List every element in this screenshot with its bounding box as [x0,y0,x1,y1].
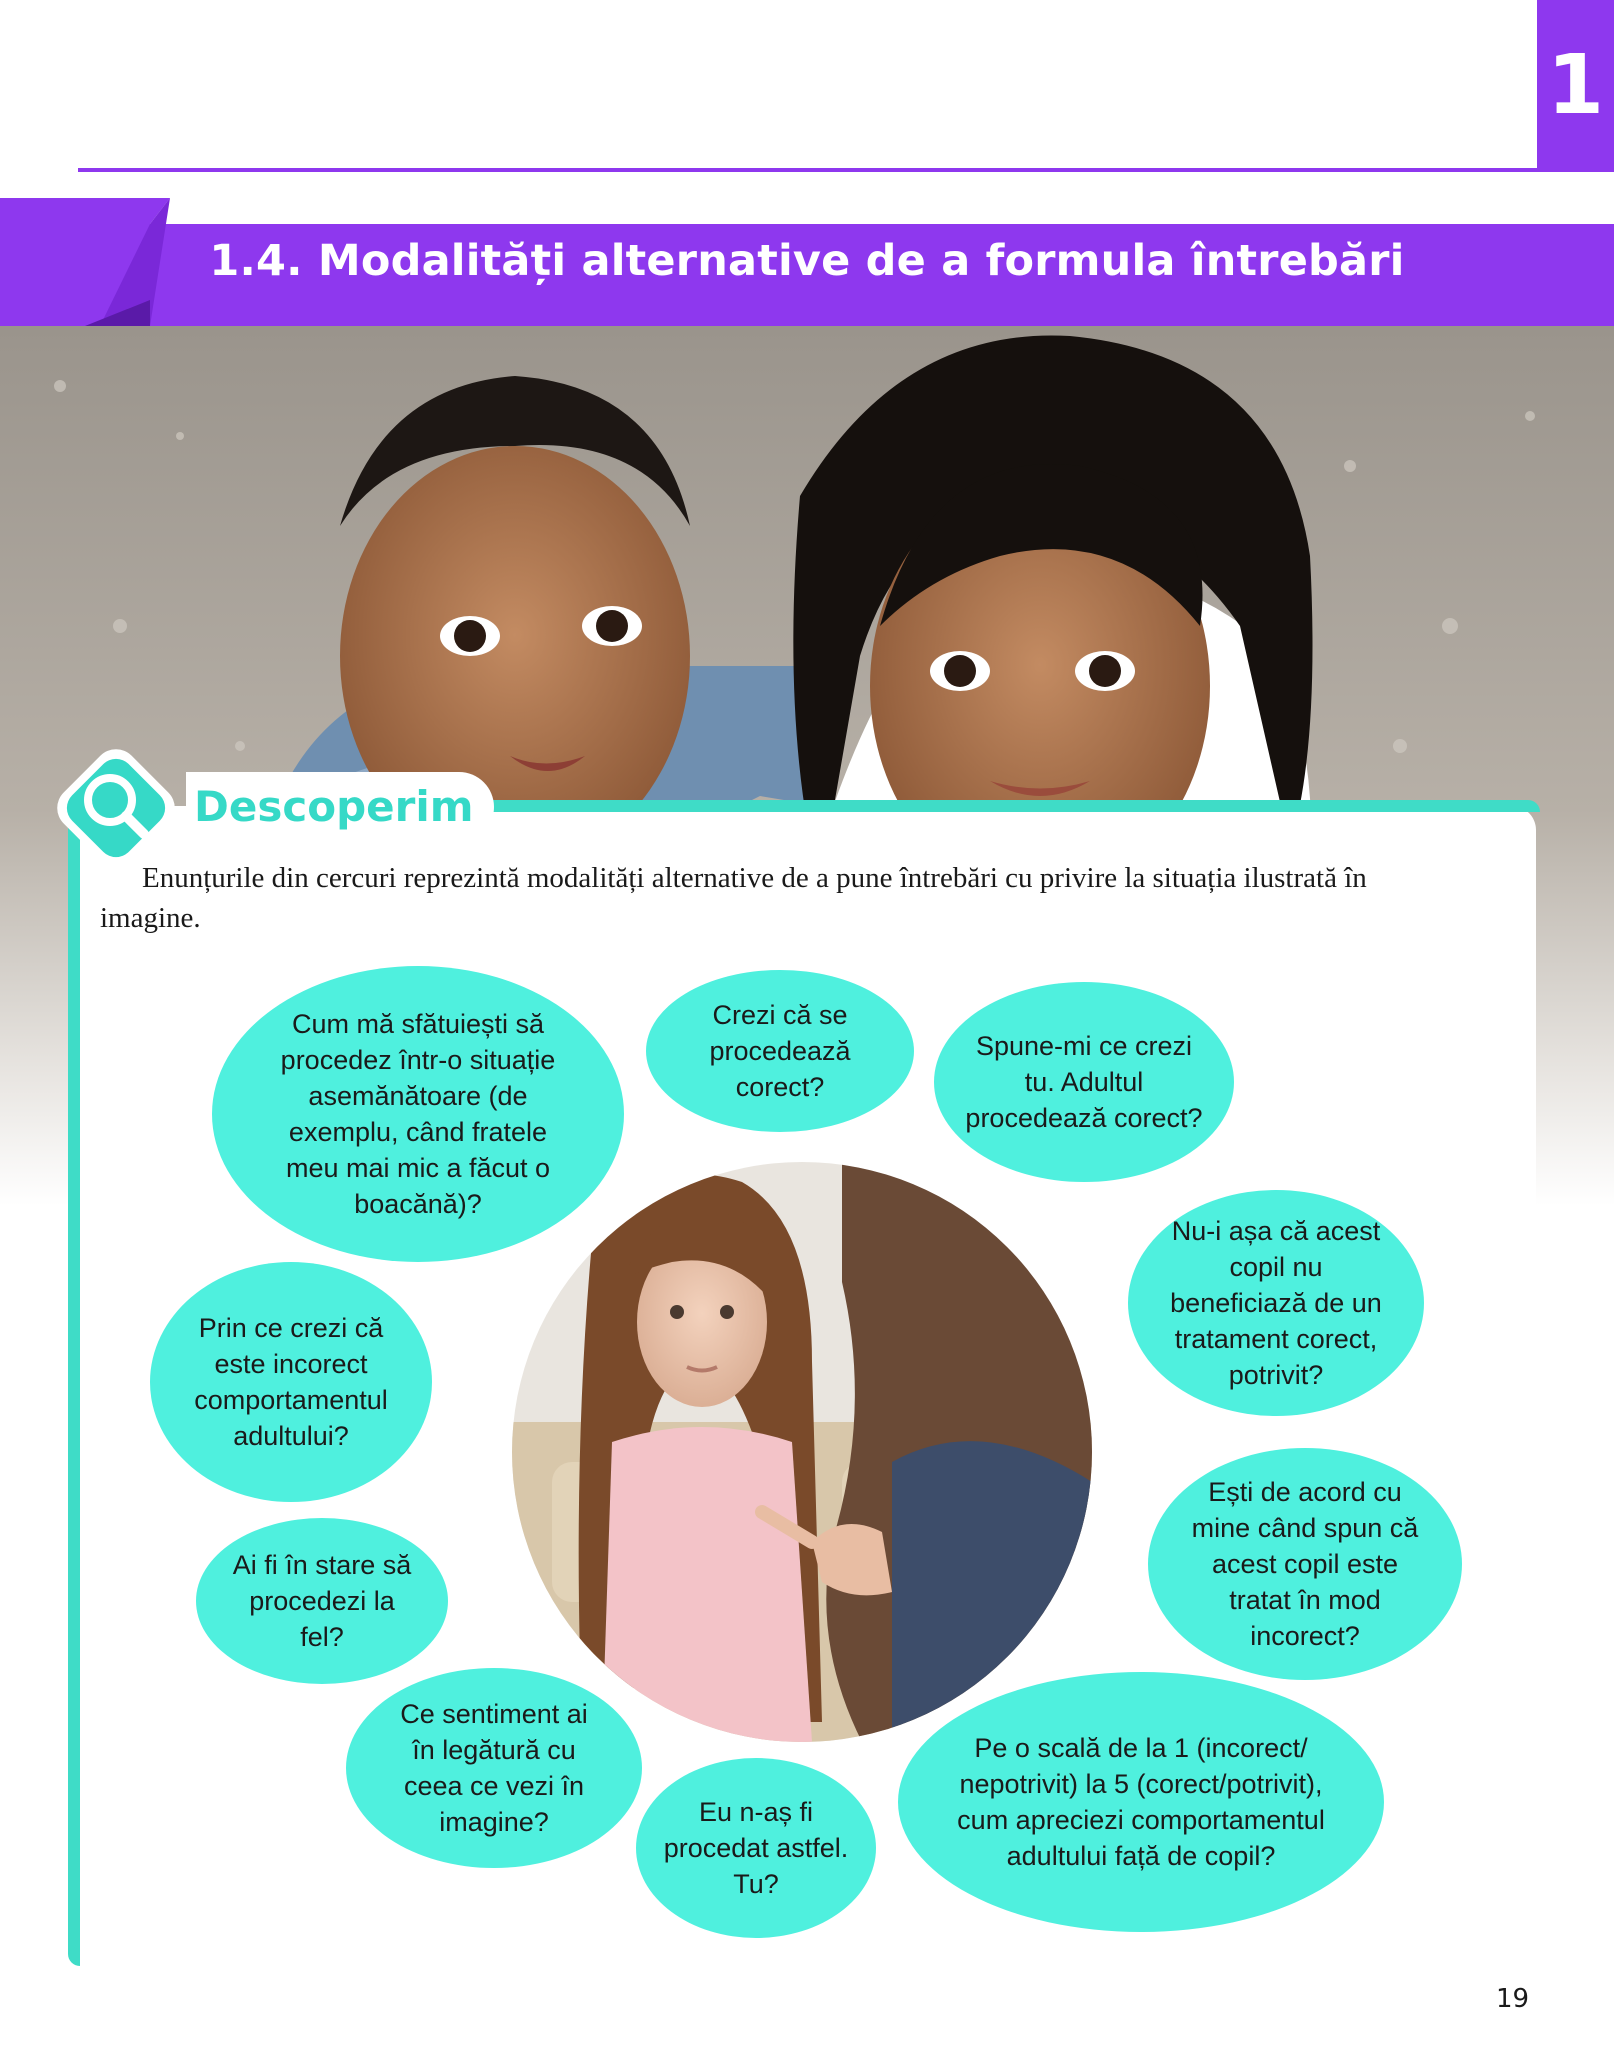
question-bubble: Prin ce crezi că este incorect comportamentul adultului? [150,1262,432,1502]
panel-left-accent [68,806,80,1966]
chapter-tab: 1 [1537,0,1614,172]
magnifier-icon [46,738,186,878]
question-bubble: Spune-mi ce crezi tu. Adultul procedează corect? [934,982,1234,1182]
section-label: Descoperim [186,772,494,842]
header-rule [78,168,1537,172]
question-bubble: Pe o scală de la 1 (incorect/ nepotrivit) la 5 (corect/potrivit), cum apreciezi comportamentul adultului față de copil? [898,1672,1384,1932]
center-photo-girl-adult [512,1162,1092,1742]
question-bubble: Cum mă sfătuiești să procedez într-o situație asemănătoare (de exemplu, când fratele meu mai mic a făcut o boacănă)? [212,966,624,1262]
question-bubble: Ești de acord cu mine când spun că acest copil este tratat în mod incorect? [1148,1448,1462,1680]
question-bubble: Ce sentiment ai în legătură cu ceea ce vezi în imagine? [346,1668,642,1868]
question-bubble: Eu n-aș fi procedat astfel. Tu? [636,1758,876,1938]
page-number: 19 [1496,1984,1530,2014]
question-bubble: Ai fi în stare să procedezi la fel? [196,1518,448,1684]
question-bubble: Nu-i așa că acest copil nu beneficiază de un tratament corect, potrivit? [1128,1190,1424,1416]
question-bubble: Crezi că se procedează corect? [646,970,914,1132]
panel-top-accent [430,800,1540,812]
lesson-title: 1.4. Modalități alternative de a formula întrebări [209,236,1405,286]
intro-paragraph: Enunțurile din cercuri reprezintă modalități alternative de a pune întrebări cu privire la situația ilustrată în imagine. [100,862,1367,934]
